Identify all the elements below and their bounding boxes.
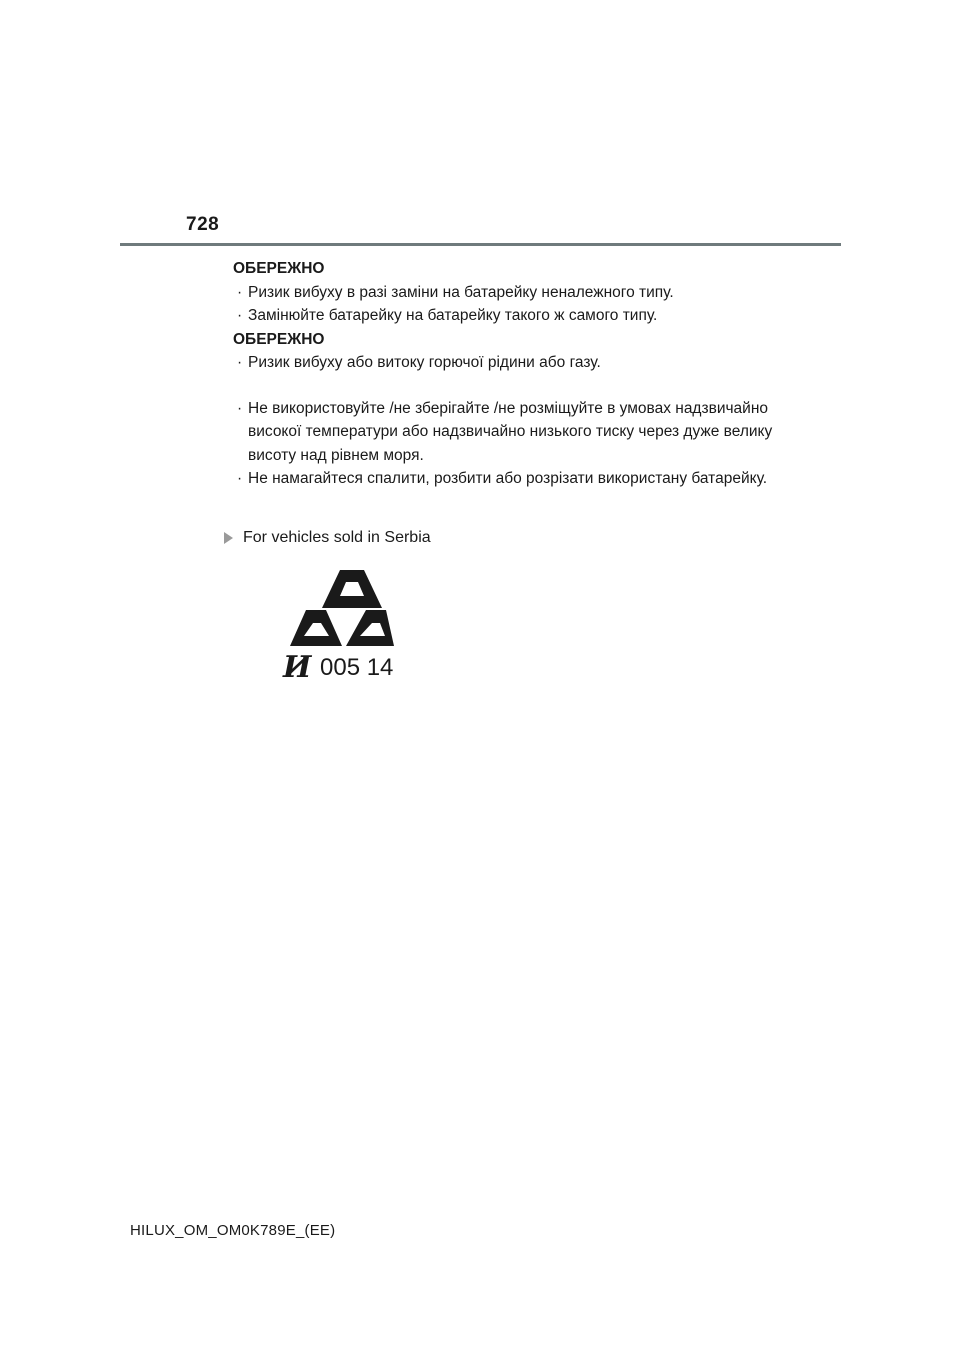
warning-heading-2: ОБЕРЕЖНО [233, 330, 325, 348]
warning-item [233, 281, 793, 305]
warning-item-text: Не використовуйте /не зберігайте /не розміщуйте в умовах надзвичайно високої температури або надзвичайно низького тиску через дуже велику висоту над рівнем моря. [248, 399, 773, 464]
triangle-bullet-icon [224, 532, 233, 544]
warning-item [233, 304, 793, 328]
warning-item-text: Ризик вибуху або витоку горючої рідини або газу. [248, 354, 601, 371]
serbia-section-label [224, 527, 431, 549]
warning-item-text: Замінюйте батарейку на батарейку такого ж самого типу. [248, 307, 658, 324]
warning-heading-1: ОБЕРЕЖНО [233, 260, 325, 277]
mark-letter: И [283, 650, 312, 685]
spacer [233, 375, 793, 397]
bullet-dot-icon: · [237, 307, 243, 324]
page-number: 728 [186, 214, 220, 235]
battery-warning-section [233, 257, 793, 491]
mark-code: 005 14 [320, 654, 394, 681]
bullet-dot-icon: · [237, 399, 243, 417]
warning-item-text: Ризик вибуху в разі заміни на батарейку неналежного типу. [248, 283, 674, 301]
bullet-dot-icon: · [237, 354, 243, 371]
serbia-label-text: For vehicles sold in Serbia [243, 529, 431, 546]
warning-item [233, 467, 793, 491]
bullet-dot-icon: · [237, 470, 243, 487]
bullet-dot-icon: · [237, 283, 243, 301]
warning-item [233, 397, 793, 468]
warning-item-text: Не намагайтеся спалити, розбити або розрізати використану батарейку. [248, 470, 768, 487]
warning-item [233, 351, 793, 375]
document-footer-code: HILUX_OM_OM0K789E_(EE) [130, 1222, 336, 1239]
header-divider [120, 243, 841, 246]
